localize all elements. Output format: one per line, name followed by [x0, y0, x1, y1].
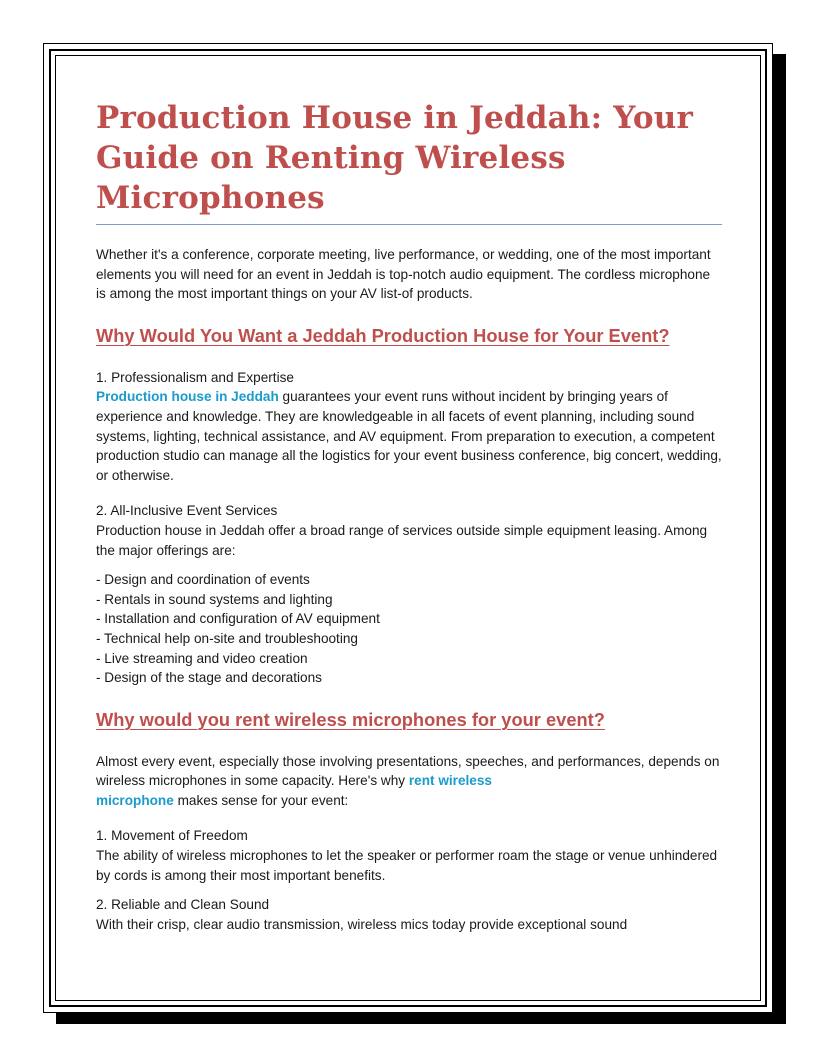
section1-item2-title: 2. All-Inclusive Event Services — [96, 503, 278, 519]
rent-wireless-link[interactable]: rent wireless — [408, 773, 492, 789]
list-item: - Rentals in sound systems and lighting — [96, 591, 333, 607]
list-item: - Live streaming and video creation — [96, 650, 308, 666]
services-list — [96, 570, 722, 688]
document-content — [96, 98, 722, 934]
section2-intro-text: Almost every event, especially those involving presentations, speeches, and performances, depends on wireless microphones in some capacity. Here's why — [96, 753, 720, 789]
microphone-link[interactable]: microphone — [96, 792, 174, 808]
list-item: - Design and coordination of events — [96, 572, 310, 588]
list-item: - Design of the stage and decorations — [96, 670, 322, 686]
section1-item2-text: Production house in Jeddah offer a broad range of services outside simple equipment leasing. Among the major offerings are: — [96, 522, 708, 558]
section1-heading: Why Would You Want a Jeddah Production House for Your Event? — [96, 324, 670, 346]
section2-item1-title: 1. Movement of Freedom — [96, 828, 248, 844]
intro-paragraph: Whether it's a conference, corporate meeting, live performance, or wedding, one of the most important elements you will need for an event in Jeddah is top-notch audio equipment. The cordless microphone is among the most important things on your AV list-of products. — [96, 247, 711, 302]
section2-heading: Why would you rent wireless microphones for your event? — [96, 708, 605, 730]
section2-item1-text: The ability of wireless microphones to let the speaker or performer roam the stage or venue unhindered by cords is among their most important benefits. — [96, 848, 718, 883]
production-house-link[interactable]: Production house in Jeddah — [96, 389, 279, 405]
section1-item1-title: 1. Professionalism and Expertise — [96, 369, 294, 385]
list-item: - Technical help on-site and troubleshooting — [96, 630, 358, 646]
section2-item2-title: 2. Reliable and Clean Sound — [96, 897, 270, 913]
title-divider — [96, 224, 722, 225]
list-item: - Installation and configuration of AV equipment — [96, 611, 380, 627]
section2-intro-text-end: makes sense for your event: — [173, 792, 349, 808]
section1-item1-body — [96, 387, 722, 485]
section2-item2-text: With their crisp, clear audio transmission, wireless mics today provide exceptional sound — [96, 916, 628, 932]
page-title: Production House in Jeddah: Your Guide on Renting Wireless Microphones — [96, 100, 694, 216]
section1-item1-text: guarantees your event runs without incident by bringing years of experience and knowledge. They are knowledgeable in all facets of event planning, including sound systems, lighting, technical assistance, and AV equipment. From preparation to execution, a competent production studio can manage all the logistics for your event business conference, big concert, wedding, or otherwise. — [96, 389, 722, 483]
section2-intro — [96, 752, 722, 811]
